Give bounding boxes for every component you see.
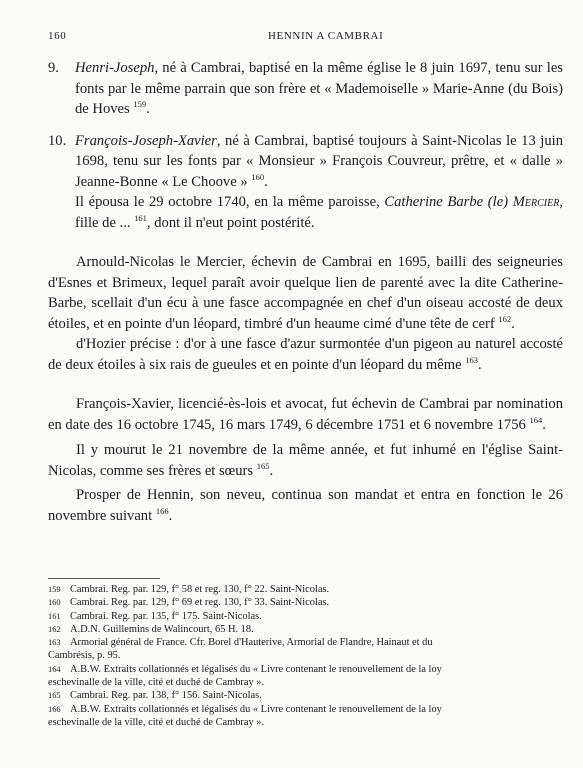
footnote-number: 166: [48, 704, 61, 714]
footnote-ref[interactable]: 160: [251, 171, 265, 182]
prosper-paragraph: Prosper de Hennin, son neveu, continua son mandat et entra en fonction le 26 novembre suivant $^{166}$.: [48, 487, 563, 524]
footnote-text: Armorial général de France. Cfr. Borel d'Hauterive, Armorial de Flandre, Hainaut et du: [70, 637, 433, 649]
footnote-text: A.B.W. Extraits collationnés et légalisés du « Livre contenant le renouvellement de la loy: [70, 703, 442, 715]
footnote: [48, 663, 563, 676]
main-text: [48, 58, 563, 526]
francois-xavier-paragraph: François-Xavier, licencié-ès-lois et avocat, fut échevin de Cambrai par nomination en date des 16 octobre 1745, 16 mars 1749, 6 décembre 1751 et 6 novembre 1756 $^{164}$.: [48, 396, 563, 433]
entry-number: 9.: [48, 60, 59, 76]
person-name: Henri-Joseph: [75, 60, 155, 76]
footnote-number: 160: [48, 598, 61, 608]
footnote: [48, 623, 563, 636]
page-number: 160: [48, 30, 67, 42]
arnould-paragraph: Arnould-Nicolas le Mercier, échevin de Cambrai en 1695, bailli des seigneuries d'Esnes et Brimeux, lequel paraît avoir quelque lien de parenté avec la dite Catherine-Barbe, scellait d'un écu à une fasce accompagnée en chef d'un oiseau accosté de deux étoiles, et en pointe d'un léopard, timbré d'un heaume cimé d'une tête de cerf $^{162}$.: [48, 254, 563, 332]
hozier-paragraph: d'Hozier précise : d'or à une fasce d'azur surmontée d'un pigeon au naturel accosté de deux étoiles à six rais de gueules et en pointe d'un léopard du même $^{163}$.: [48, 336, 563, 373]
death-paragraph: Il y mourut le 21 novembre de la même année, et fut inhumé en l'église Saint-Nicolas, comme ses frères et sœurs $^{165}$.: [48, 442, 563, 479]
footnote-ref[interactable]: 159: [133, 99, 147, 109]
footnote-continuation: eschevinalle de la ville, cité et duché de Cambray ».: [48, 716, 265, 728]
page-header: [48, 30, 555, 46]
footnote-number: 163: [48, 638, 61, 648]
footnote: [48, 703, 563, 716]
footnote-text: Cambrai. Reg. par. 129, f° 69 et reg. 130, f° 33. Saint-Nicolas.: [70, 597, 330, 609]
spouse-surname: Mercier,: [512, 194, 563, 210]
footnote-divider: [48, 578, 160, 579]
genealogy-entry-9: [48, 58, 563, 120]
footnote: [48, 610, 563, 623]
footnote: [48, 583, 563, 596]
footnote-continuation: Cambrésis, p. 95.: [48, 650, 121, 662]
footnotes: [48, 583, 563, 729]
footnote-text: Cambrai. Reg. par. 129, f° 58 et reg. 130, f° 22. Saint-Nicolas.: [70, 584, 330, 595]
entry-text: Henri-Joseph, né à Cambrai, baptisé en la même église le 8 juin 1697, tenu sur les fonts par le même parrain que son frère et « Mademoiselle » Marie-Anne (du Bois) de Hoves $^{159}$.: [75, 60, 563, 117]
footnote-text: Cambrai. Reg. par. 135, f° 175. Saint-Nicolas.: [70, 610, 262, 622]
spouse-name: Catherine Barbe (le): [384, 194, 509, 210]
footnote-number: 159: [48, 585, 61, 594]
footnote-ref[interactable]: 162: [498, 313, 512, 324]
footnote: [48, 596, 563, 609]
footnote-number: 161: [48, 611, 61, 621]
person-name: François-Joseph-Xavier: [75, 132, 217, 149]
entry-text: François-Joseph-Xavier, né à Cambrai, baptisé toujours à Saint-Nicolas le 13 juin 1698, tenu sur les fonts par « Monsieur » François Couvreur, prêtre, et « dalle » Jeanne-Bonne « Le Choove » $^{160}$.: [75, 132, 563, 190]
footnote-ref[interactable]: 164: [529, 414, 543, 425]
footnote: [48, 689, 563, 702]
footnote-ref[interactable]: 166: [155, 505, 169, 516]
footnote-continuation: eschevinalle de la ville, cité et duché de Cambray ».: [48, 677, 265, 689]
footnote-number: 164: [48, 664, 61, 674]
footnote-ref[interactable]: 163: [465, 354, 478, 365]
genealogy-entry-10: [48, 131, 563, 193]
footnote-ref[interactable]: 161: [134, 212, 147, 223]
running-title: HENNIN A CAMBRAI: [268, 30, 384, 42]
marriage-paragraph: Il épousa le 29 octobre 1740, en la même paroisse, Catherine Barbe (le) Mercier, fille de ... $^{161}$, dont il n'eut point postérité.: [75, 194, 563, 231]
footnote-text: A.B.W. Extraits collationnés et légalisés du « Livre contenant le renouvellement de la loy: [70, 663, 442, 675]
footnote-number: 162: [48, 624, 61, 634]
footnote-ref[interactable]: 165: [256, 460, 270, 471]
footnote: [48, 636, 563, 649]
footnote-text: Cambrai. Reg. par. 138, f° 156. Saint-Nicolas.: [70, 690, 262, 702]
footnote-text: A.D.N. Guillemins de Walincourt, 65 H. 18.: [70, 623, 254, 635]
entry-number: 10.: [48, 132, 67, 149]
footnote-number: 165: [48, 691, 61, 701]
